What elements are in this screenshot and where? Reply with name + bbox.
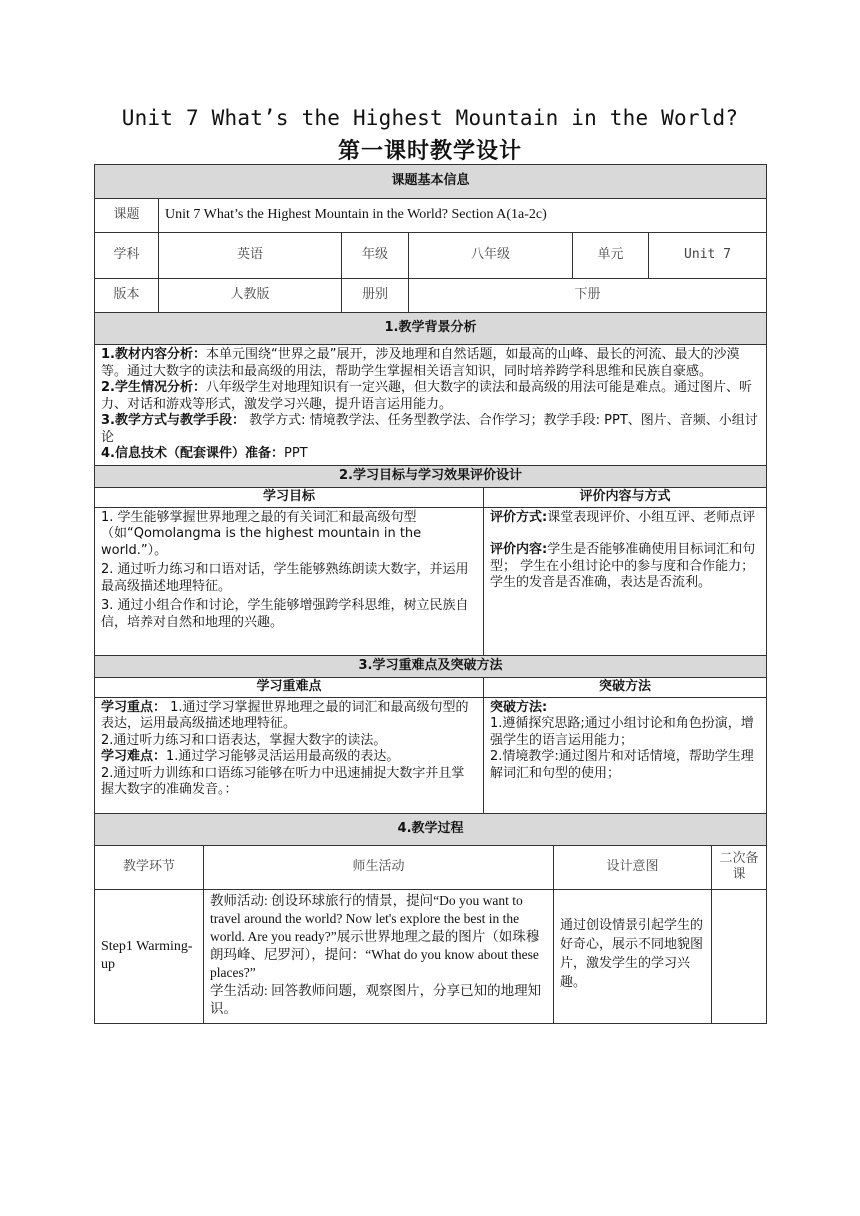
eval-content: 评价内容:学生是否能够准确使用目标词汇和句型； 学生在小组讨论中的参与度和合作能力；学生的发音是否准确，表达是否流利。 <box>490 542 756 590</box>
goal-item: 3. 通过小组合作和讨论，学生能够增强跨学科思维，树立民族自信，培养对自然和地理的兴趣。 <box>101 598 469 630</box>
process-stage: Step1 Warming-up <box>95 889 204 1023</box>
method-label: 突破方法: <box>490 699 548 715</box>
objectives-col-eval: 评价内容与方式 <box>484 487 767 507</box>
grade-value: 八年级 <box>409 233 573 279</box>
student-activity: 学生活动: 回答教师问题，观察图片，分享已知的地理知识。 <box>210 982 542 1016</box>
grade-label: 年级 <box>342 233 409 279</box>
process-col-intent: 设计意图 <box>554 845 712 889</box>
lesson-plan-document <box>94 164 766 1024</box>
topic-label: 课题 <box>95 199 159 233</box>
focus-cell <box>95 697 484 813</box>
process-col-note: 二次备课 <box>712 845 767 889</box>
method-cell <box>484 697 767 813</box>
focus-point: 2.通过听力练习和口语表达，掌握大数字的读法。 <box>101 732 387 748</box>
table-row <box>95 889 767 1023</box>
goals-cell <box>95 507 484 655</box>
background-item: 4.信息技术（配套课件）准备：PPT <box>101 446 308 461</box>
basic-info-header: 课题基本信息 <box>95 165 767 199</box>
objectives-col-goals: 学习目标 <box>95 487 484 507</box>
process-col-stage: 教学环节 <box>95 845 204 889</box>
process-activity <box>204 889 554 1023</box>
process-col-activity: 师生活动 <box>204 845 554 889</box>
basic-info-table <box>94 164 767 313</box>
method-item: 2.情境教学:通过图片和对话情境，帮助学生理解词汇和句型的使用； <box>490 749 754 781</box>
background-item: 2.学生情况分析：八年级学生对地理知识有一定兴趣，但大数字的读法和最高级的用法可能是难点。通过图片、听力、对话和游戏等形式，激发学习兴趣，提升语言运用能力。 <box>101 380 752 412</box>
edition-label: 版本 <box>95 279 159 313</box>
objectives-header: 2.学习目标与学习效果评价设计 <box>95 465 767 487</box>
subject-value: 英语 <box>159 233 342 279</box>
analysis-table <box>94 312 767 814</box>
background-header: 1.教学背景分析 <box>95 313 767 345</box>
edition-value: 人教版 <box>159 279 342 313</box>
process-header: 4.教学过程 <box>95 813 767 845</box>
keypoints-header: 3.学习重难点及突破方法 <box>95 655 767 677</box>
process-intent: 通过创设情景引起学生的好奇心，展示不同地貌图片，激发学生的学习兴趣。 <box>554 889 712 1023</box>
focus-point: 学习重点： 1.通过学习掌握世界地理之最的词汇和最高级句型的表达，运用最高级描述地理特征。 <box>101 699 469 731</box>
difficulty-point: 学习难点：1.通过学习能够灵活运用最高级的表达。 <box>101 749 400 764</box>
keypoints-col-focus: 学习重难点 <box>95 677 484 697</box>
teacher-activity: 教师活动: 创设环球旅行的情景，提问“Do you want to travel around the world? Now let's explore the best in the world. Are you ready?”展示世界地理之最的图片（如珠穆朗玛峰、尼罗河），提问：“What do you know about these places?” <box>210 892 540 980</box>
process-note <box>712 889 767 1023</box>
background-content <box>95 345 767 466</box>
subject-label: 学科 <box>95 233 159 279</box>
volume-label: 册别 <box>342 279 409 313</box>
goal-item: 2. 通过听力练习和口语对话，学生能够熟练朗读大数字，并运用最高级描述地理特征。 <box>101 562 469 594</box>
goal-item: 1. 学生能够掌握世界地理之最的有关词汇和最高级句型（如“Qomolangma is the highest mountain in the world.”）。 <box>101 509 422 558</box>
document-title-en: Unit 7 What’s the Highest Mountain in the World? <box>121 106 739 130</box>
unit-value: Unit 7 <box>649 233 767 279</box>
document-title-cn: 第一课时教学设计 <box>337 139 522 164</box>
difficulty-point: 2.通过听力训练和口语练习能够在听力中迅速捕捉大数字并且掌握大数字的准确发音。： <box>101 765 465 797</box>
background-item: 3.教学方式与教学手段： 教学方式: 情境教学法、任务型教学法、合作学习；教学手段: PPT、图片、音频、小组讨论 <box>101 413 758 445</box>
eval-method: 评价方式:课堂表现评价、小组互评、老师点评 <box>490 509 756 525</box>
volume-value: 下册 <box>409 279 767 313</box>
unit-label: 单元 <box>573 233 649 279</box>
background-item: 1.教材内容分析：本单元围绕“世界之最”展开，涉及地理和自然话题，如最高的山峰、最长的河流、最大的沙漠等。通过大数字的读法和最高级的用法，帮助学生掌握相关语言知识，同时培养跨学科思维和民族自豪感。 <box>101 347 740 379</box>
evaluation-cell <box>484 507 767 655</box>
method-item: 1.遵循探究思路;通过小组讨论和角色扮演，增强学生的语言运用能力； <box>490 716 754 748</box>
topic-value: Unit 7 What’s the Highest Mountain in the World? Section A(1a-2c) <box>159 199 767 233</box>
process-table <box>94 813 767 1024</box>
keypoints-col-method: 突破方法 <box>484 677 767 697</box>
